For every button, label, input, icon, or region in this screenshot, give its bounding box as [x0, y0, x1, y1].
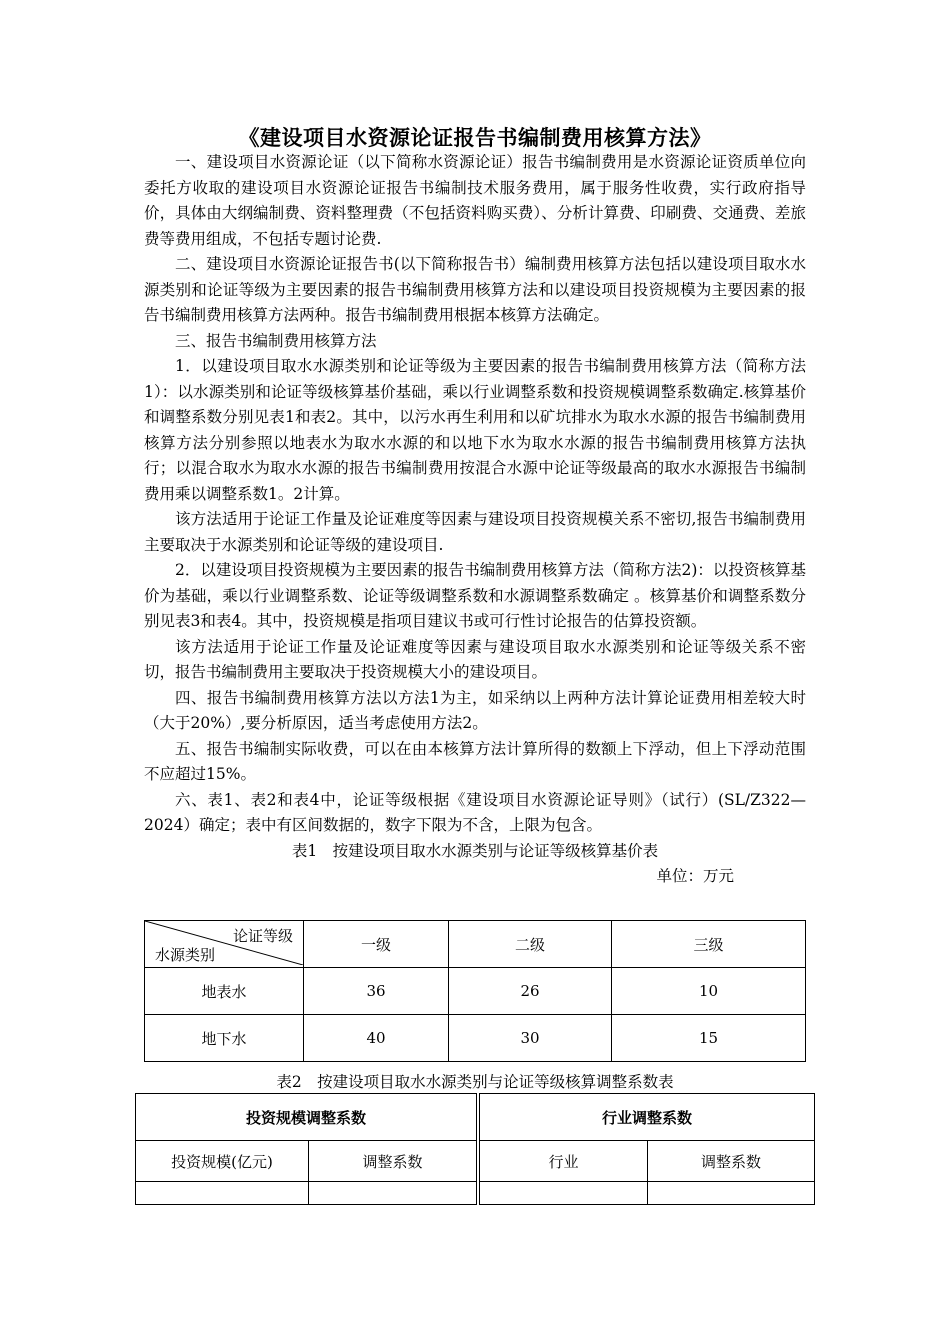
table-cell: [478, 1182, 648, 1205]
column-header: 三级: [612, 921, 806, 968]
table-header-row: [136, 1094, 815, 1141]
column-header: 投资规模(亿元): [136, 1141, 309, 1182]
table-cell: 30: [449, 1015, 612, 1062]
table-subheader-row: [136, 1141, 815, 1182]
row-header: 地下水: [145, 1015, 304, 1062]
corner-bottom-label: 水源类别: [155, 946, 216, 964]
table-cell: 10: [612, 968, 806, 1015]
table-cell: 36: [304, 968, 449, 1015]
document-title: 《建设项目水资源论证报告书编制费用核算方法》: [238, 126, 712, 150]
table-row: [145, 968, 806, 1015]
table1-caption: 表1 按建设项目取水水源类别与论证等级核算基价表: [291, 841, 659, 860]
table-row: [145, 1015, 806, 1062]
diagonal-header-cell: [145, 921, 304, 968]
column-header: 调整系数: [309, 1141, 479, 1182]
paragraph: 三、报告书编制费用核算方法: [175, 331, 377, 350]
table-row: [136, 1182, 815, 1205]
table-header-row: [145, 921, 806, 968]
column-header: 行业: [478, 1141, 648, 1182]
paragraph: 五、报告书编制实际收费，可以在由本核算方法计算所得的数额上下浮动，但上下浮动范围不应超过15%。: [144, 739, 806, 783]
table-cell: 40: [304, 1015, 449, 1062]
industry-header: 行业调整系数: [478, 1094, 815, 1141]
paragraph: 六、表1、表2和表4中，论证等级根据《建设项目水资源论证导则》（试行）(SL/Z322—2024）确定；表中有区间数据的，数字下限为不含，上限为包含。: [144, 790, 806, 834]
table1-unit: 单位：万元: [656, 867, 734, 885]
table-cell: [309, 1182, 479, 1205]
table2-caption: 表2 按建设项目取水水源类别与论证等级核算调整系数表: [276, 1073, 674, 1091]
paragraph: 一、建设项目水资源论证（以下简称水资源论证）报告书编制费用是水资源论证资质单位向委托方收取的建设项目水资源论证报告书编制技术服务费用，属于服务性收费，实行政府指导价，具体由大纲编制费、资料整理费（不包括资料购买费）、分析计算费、印刷费、交通费、差旅费等费用组成，不包括专题讨论费.: [144, 153, 806, 248]
table2: [135, 1093, 815, 1205]
column-header: 一级: [304, 921, 449, 968]
table-cell: 26: [449, 968, 612, 1015]
paragraph: 2．以建设项目投资规模为主要因素的报告书编制费用核算方法（简称方法2)：以投资核算基价为基础，乘以行业调整系数、论证等级调整系数和水源调整系数确定 。核算基价和调整系数分别见表3和表4。其中，投资规模是指项目建议书或可行性讨论报告的估算投资额。: [144, 561, 806, 630]
paragraph: 1．以建设项目取水水源类别和论证等级为主要因素的报告书编制费用核算方法（简称方法1）：以水源类别和论证等级核算基价基础，乘以行业调整系数和投资规模调整系数确定.核算基价和调整系数分别见表1和表2。其中，以污水再生利用和以矿坑排水为取水水源的报告书编制费用核算方法分别参照以地表水为取水水源的和以地下水为取水水源的报告书编制费用核算方法执行；以混合取水为取水水源的报告书编制费用按混合水源中论证等级最高的取水水源报告书编制费用乘以调整系数1。2计算。: [144, 357, 806, 503]
paragraph: 该方法适用于论证工作量及论证难度等因素与建设项目投资规模关系不密切,报告书编制费用主要取决于水源类别和论证等级的建设项目.: [144, 510, 806, 554]
paragraph: 四、报告书编制费用核算方法以方法1为主，如采纳以上两种方法计算论证费用相差较大时（大于20%）,要分析原因，适当考虑使用方法2。: [144, 688, 806, 732]
table-cell: [648, 1182, 815, 1205]
row-header: 地表水: [145, 968, 304, 1015]
paragraph: 该方法适用于论证工作量及论证难度等因素与建设项目取水水源类别和论证等级关系不密切，报告书编制费用主要取决于投资规模大小的建设项目。: [144, 637, 806, 681]
body-text: [144, 150, 806, 890]
column-header: 调整系数: [648, 1141, 815, 1182]
table1: [144, 920, 806, 1062]
paragraph: 二、建设项目水资源论证报告书(以下简称报告书）编制费用核算方法包括以建设项目取水水源类别和论证等级为主要因素的报告书编制费用核算方法和以建设项目投资规模为主要因素的报告书编制费用核算方法两种。报告书编制费用根据本核算方法确定。: [144, 255, 806, 324]
investment-scale-header: 投资规模调整系数: [136, 1094, 479, 1141]
column-header: 二级: [449, 921, 612, 968]
table-cell: [136, 1182, 309, 1205]
table-cell: 15: [612, 1015, 806, 1062]
corner-top-label: 论证等级: [232, 927, 293, 945]
